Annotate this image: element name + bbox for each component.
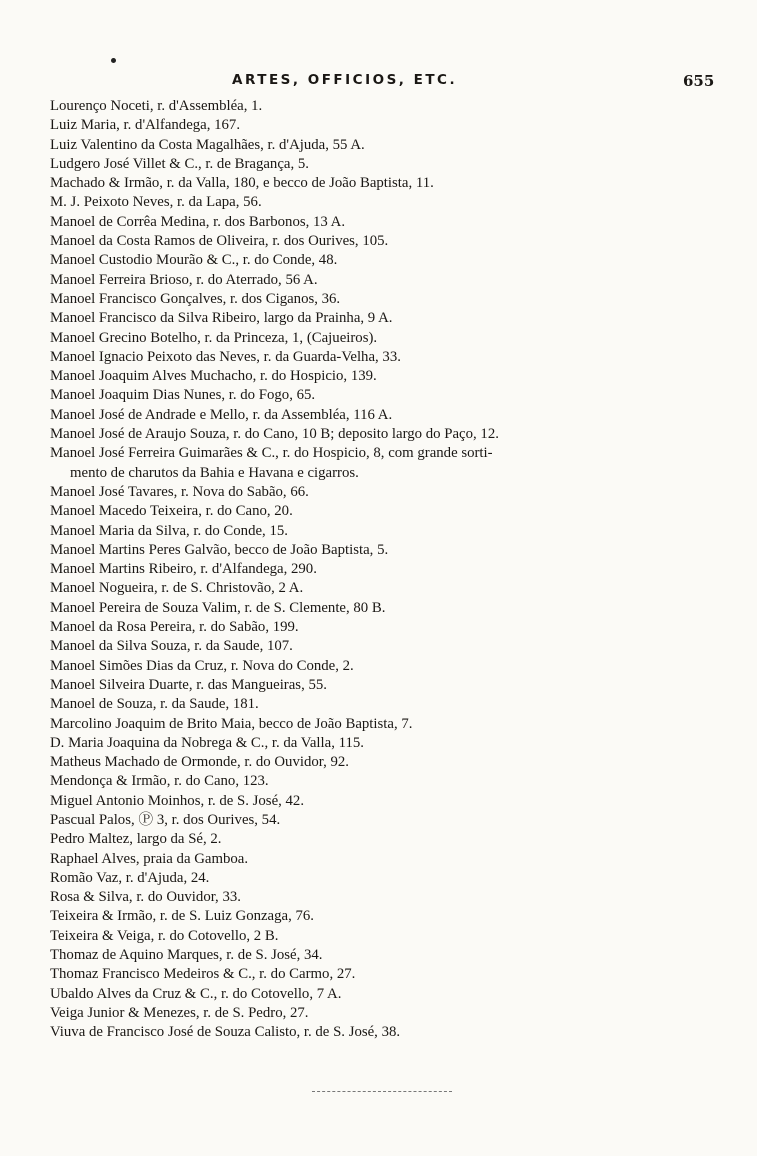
list-item: Pedro Maltez, largo da Sé, 2.: [50, 831, 222, 848]
section-title: ARTES, OFFICIOS, ETC.: [232, 72, 458, 88]
list-item: Thomaz Francisco Medeiros & C., r. do Carmo, 27.: [50, 966, 356, 983]
list-item: Manoel Ignacio Peixoto das Neves, r. da Guarda-Velha, 33.: [50, 348, 401, 365]
list-item: Ludgero José Villet & C., r. de Bragança, 5.: [50, 155, 309, 172]
list-item: Pascual Palos, Ⓟ 3, r. dos Ourives, 54.: [50, 811, 281, 828]
list-item: Manoel Simões Dias da Cruz, r. Nova do Conde, 2.: [50, 657, 354, 674]
list-item: Teixeira & Irmão, r. de S. Luiz Gonzaga, 76.: [50, 908, 314, 925]
list-item: Viuva de Francisco José de Souza Calisto, r. de S. José, 38.: [50, 1024, 401, 1041]
list-item: Manoel da Rosa Pereira, r. do Sabão, 199.: [50, 619, 299, 636]
end-rule: [312, 1091, 452, 1092]
list-item: Manoel Joaquim Dias Nunes, r. do Fogo, 65.: [50, 387, 316, 404]
list-item: Manoel José Ferreira Guimarães & C., r. do Hospicio, 8, com grande sorti-: [50, 445, 493, 462]
list-item: Manoel Francisco Gonçalves, r. dos Ciganos, 36.: [50, 290, 341, 307]
list-item: Manoel José de Andrade e Mello, r. da Assembléa, 116 A.: [50, 406, 393, 423]
list-item: Lourenço Noceti, r. d'Assembléa, 1.: [50, 98, 263, 114]
list-item: Manoel Pereira de Souza Valim, r. de S. Clemente, 80 B.: [50, 599, 386, 616]
list-item: Luiz Valentino da Costa Magalhães, r. d'Ajuda, 55 A.: [50, 136, 365, 153]
ink-dot: [111, 58, 116, 63]
list-item: Marcolino Joaquim de Brito Maia, becco de João Baptista, 7.: [50, 715, 413, 732]
list-item: Rosa & Silva, r. do Ouvidor, 33.: [50, 889, 241, 906]
list-item: Manoel Macedo Teixeira, r. do Cano, 20.: [50, 503, 293, 520]
list-item: Manoel Francisco da Silva Ribeiro, largo da Prainha, 9 A.: [50, 310, 393, 327]
list-item: Manoel Custodio Mourão & C., r. do Conde, 48.: [50, 252, 338, 269]
list-item: Manoel Maria da Silva, r. do Conde, 15.: [50, 522, 288, 539]
list-item: Manoel Nogueira, r. de S. Christovão, 2 A.: [50, 580, 304, 597]
list-item: Manoel Ferreira Brioso, r. do Aterrado, 56 A.: [50, 271, 318, 288]
list-item: Miguel Antonio Moinhos, r. de S. José, 42.: [50, 792, 305, 809]
list-item: Manoel da Costa Ramos de Oliveira, r. dos Ourives, 105.: [50, 233, 389, 250]
list-item: Manoel Martins Ribeiro, r. d'Alfandega, 290.: [50, 561, 317, 578]
list-item: Teixeira & Veiga, r. do Cotovello, 2 B.: [50, 927, 279, 944]
list-item: D. Maria Joaquina da Nobrega & C., r. da Valla, 115.: [50, 734, 364, 751]
list-item: Matheus Machado de Ormonde, r. do Ouvidor, 92.: [50, 754, 349, 771]
list-item: Thomaz de Aquino Marques, r. de S. José, 34.: [50, 947, 323, 964]
list-item: Luiz Maria, r. d'Alfandega, 167.: [50, 117, 241, 134]
list-item: Mendonça & Irmão, r. do Cano, 123.: [50, 773, 269, 790]
list-item: Manoel Grecino Botelho, r. da Princeza, 1, (Cajueiros).: [50, 329, 378, 346]
list-item: Romão Vaz, r. d'Ajuda, 24.: [50, 869, 210, 886]
page-header: [0, 72, 757, 96]
list-item: Raphael Alves, praia da Gamboa.: [50, 850, 249, 867]
list-item: Veiga Junior & Menezes, r. de S. Pedro, 27.: [50, 1004, 309, 1021]
directory-list: [50, 97, 690, 1043]
list-item: Manoel José Tavares, r. Nova do Sabão, 66.: [50, 483, 309, 500]
list-item: Manoel Silveira Duarte, r. das Mangueiras, 55.: [50, 676, 327, 693]
list-item: Ubaldo Alves da Cruz & C., r. do Cotovello, 7 A.: [50, 985, 342, 1002]
list-item: Manoel José de Araujo Souza, r. do Cano, 10 B; deposito largo do Paço, 12.: [50, 426, 499, 443]
list-item: Manoel de Souza, r. da Saude, 181.: [50, 696, 259, 713]
page-number: 655: [683, 72, 715, 90]
list-item-continuation: mento de charutos da Bahia e Havana e cigarros.: [70, 464, 359, 481]
list-item: Manoel Joaquim Alves Muchacho, r. do Hospicio, 139.: [50, 368, 377, 385]
list-item: Manoel da Silva Souza, r. da Saude, 107.: [50, 638, 293, 655]
list-item: Manoel Martins Peres Galvão, becco de João Baptista, 5.: [50, 541, 389, 558]
list-item: M. J. Peixoto Neves, r. da Lapa, 56.: [50, 194, 262, 211]
list-item: Manoel de Corrêa Medina, r. dos Barbonos, 13 A.: [50, 213, 346, 230]
list-item: Machado & Irmão, r. da Valla, 180, e becco de João Baptista, 11.: [50, 175, 434, 192]
